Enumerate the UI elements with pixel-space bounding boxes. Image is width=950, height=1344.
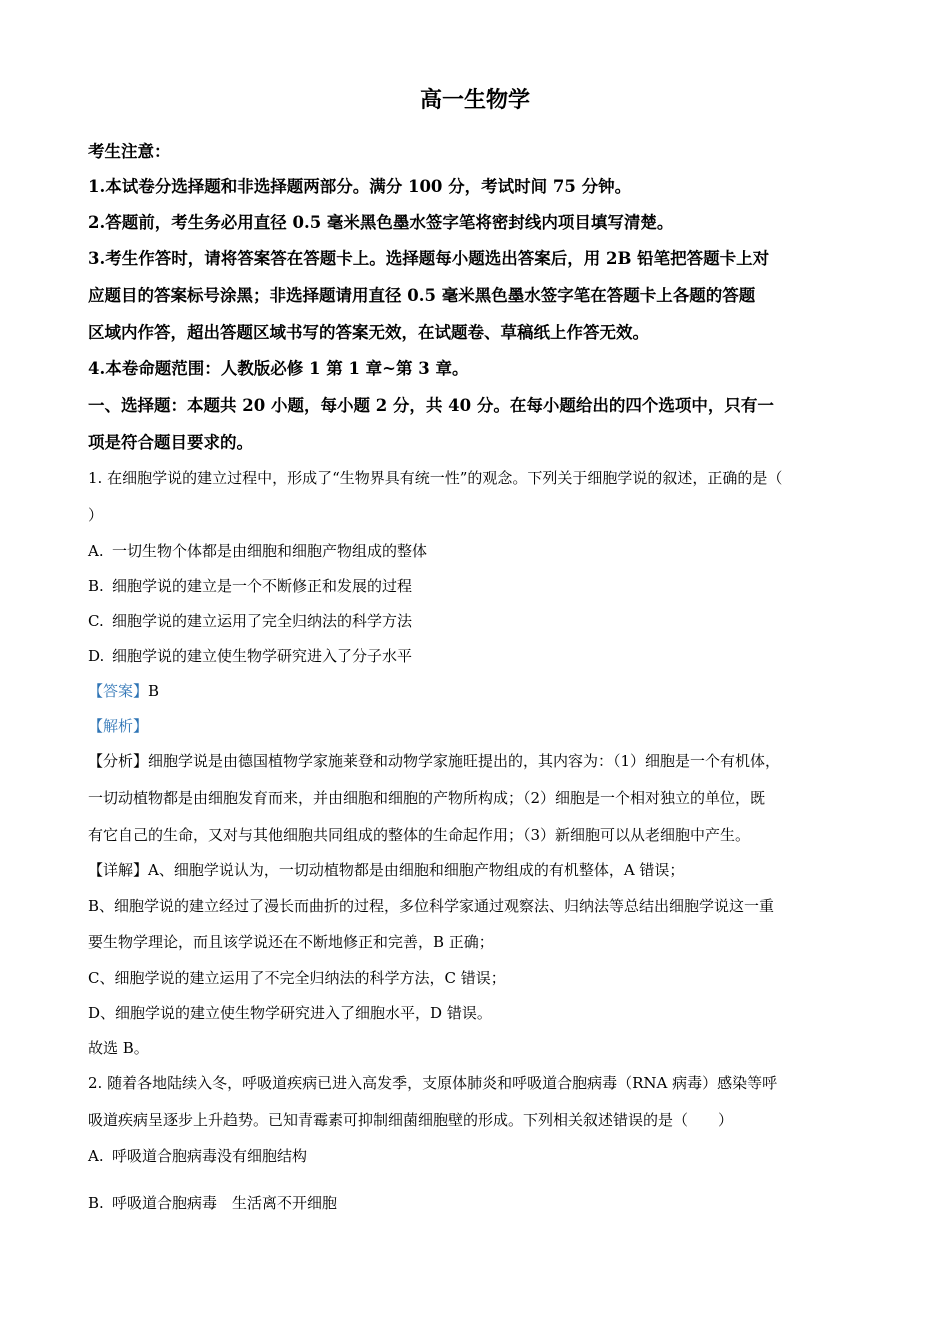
- analysis-tag: 【解析】: [88, 717, 149, 735]
- notice-item: 应题目的答案标号涂黑；非选择题请用直径 0.5 毫米黑色墨水签字笔在答题卡上各题的答题: [88, 286, 756, 305]
- section-heading-cont: 项是符合题目要求的。: [88, 433, 253, 452]
- analysis-line: 有它自己的生命，又对与其他细胞共同组成的整体的生命起作用；（3）新细胞可以从老细胞中产生。: [88, 826, 751, 844]
- option-letter: B.: [88, 1194, 104, 1212]
- answer-line: [88, 681, 159, 701]
- analysis-line: 故选 B。: [88, 1039, 149, 1057]
- question-stem: 1. 在细胞学说的建立过程中，形成了“生物界具有统一性”的观念。下列关于细胞学说的叙述，正确的是（: [88, 469, 783, 487]
- option-letter: B.: [88, 577, 104, 595]
- analysis-line: D、细胞学说的建立使生物学研究进入了细胞水平，D 错误。: [88, 1004, 492, 1022]
- notice-heading: 考生注意：: [88, 142, 171, 161]
- option-letter: A.: [88, 542, 104, 560]
- option-letter: C.: [88, 612, 104, 630]
- section-heading: 一、选择题：本题共 20 小题，每小题 2 分，共 40 分。在每小题给出的四个选项中，只有一: [88, 396, 774, 415]
- option-text: 细胞学说的建立运用了完全归纳法的科学方法: [112, 612, 413, 630]
- notice-item: 2.答题前，考生务必用直径 0.5 毫米黑色墨水签字笔将密封线内项目填写清楚。: [88, 213, 674, 232]
- analysis-line: 【分析】细胞学说是由德国植物学家施莱登和动物学家施旺提出的，其内容为：（1）细胞是一个有机体，: [88, 752, 781, 770]
- question-stem: 2. 随着各地陆续入冬，呼吸道疾病已进入高发季，支原体肺炎和呼吸道合胞病毒（RNA 病毒）感染等呼: [88, 1074, 778, 1092]
- answer-value: B: [148, 682, 160, 700]
- notice-item: 1.本试卷分选择题和非选择题两部分。满分 100 分，考试时间 75 分钟。: [88, 177, 632, 196]
- analysis-line: C、细胞学说的建立运用了不完全归纳法的科学方法，C 错误；: [88, 969, 506, 987]
- option-letter: D.: [88, 647, 105, 665]
- analysis-line: B、细胞学说的建立经过了漫长而曲折的过程，多位科学家通过观察法、归纳法等总结出细胞学说这一重: [88, 897, 775, 915]
- analysis-line: 【详解】A、细胞学说认为，一切动植物都是由细胞和细胞产物组成的有机整体，A 错误；: [88, 861, 685, 879]
- question-stem-cont: ）: [88, 506, 104, 524]
- option-letter: A.: [88, 1147, 104, 1165]
- option-text: 细胞学说的建立使生物学研究进入了分子水平: [112, 647, 413, 665]
- option-text: 一切生物个体都是由细胞和细胞产物组成的整体: [112, 542, 428, 560]
- analysis-line: 要生物学理论，而且该学说还在不断地修正和完善，B 正确；: [88, 933, 494, 951]
- notice-item: 3.考生作答时，请将答案答在答题卡上。选择题每小题选出答案后，用 2B 铅笔把答题卡上对: [88, 249, 770, 268]
- option-text: 呼吸道合胞病毒 生活离不开细胞: [112, 1194, 338, 1212]
- option-c: [88, 611, 412, 631]
- analysis-line: 一切动植物都是由细胞发育而来，并由细胞和细胞的产物所构成；（2）细胞是一个相对独立的单位，既: [88, 789, 766, 807]
- option-text: 细胞学说的建立是一个不断修正和发展的过程: [112, 577, 413, 595]
- option-d: [88, 646, 412, 666]
- option-text: 呼吸道合胞病毒没有细胞结构: [112, 1147, 308, 1165]
- notice-item: 区域内作答，超出答题区域书写的答案无效，在试题卷、草稿纸上作答无效。: [88, 323, 649, 342]
- notice-item: 4.本卷命题范围：人教版必修 1 第 1 章~第 3 章。: [88, 359, 469, 378]
- option-a: [88, 1146, 307, 1166]
- question-stem-cont: 吸道疾病呈逐步上升趋势。已知青霉素可抑制细菌细胞壁的形成。下列相关叙述错误的是（ ）: [88, 1111, 734, 1129]
- option-b: [88, 1193, 337, 1213]
- option-b: [88, 576, 412, 596]
- option-a: [88, 541, 427, 561]
- answer-tag: 【答案】: [88, 682, 149, 700]
- page-title: 高一生物学: [419, 87, 530, 113]
